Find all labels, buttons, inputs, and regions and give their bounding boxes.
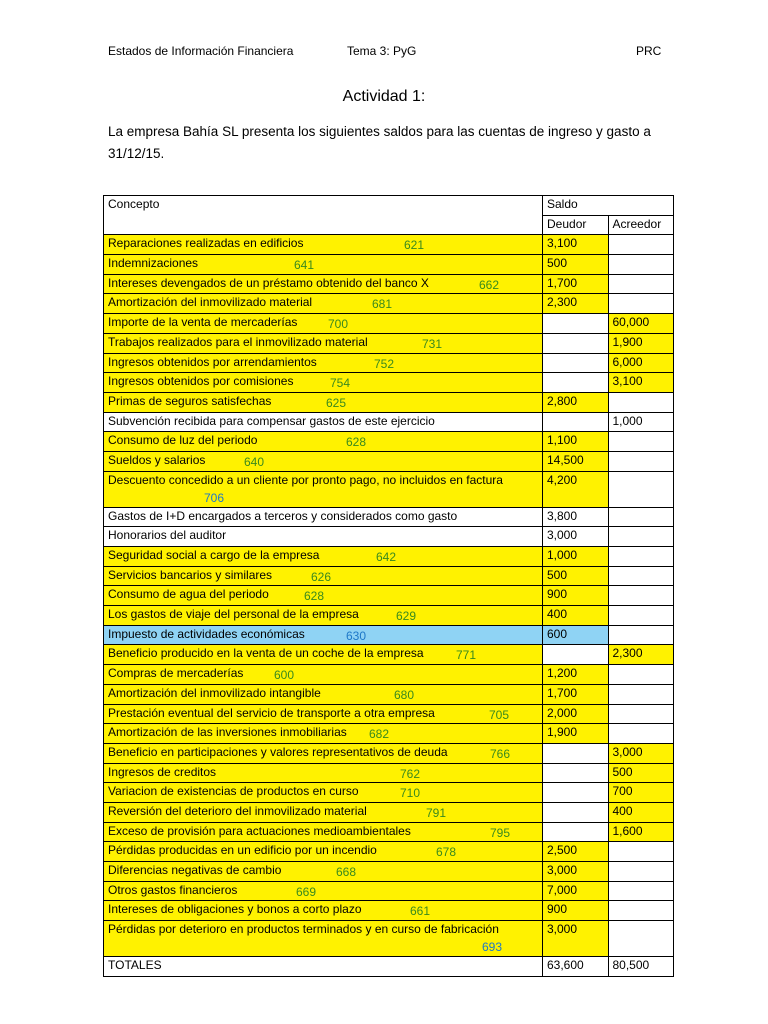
cell-acreedor xyxy=(608,274,674,294)
concepto-text: Subvención recibida para compensar gastos de este ejercicio xyxy=(108,413,435,428)
table-row xyxy=(104,684,674,704)
account-code: 762 xyxy=(400,766,421,781)
cell-deudor: 900 xyxy=(543,586,609,606)
cell-acreedor xyxy=(608,586,674,606)
table-row xyxy=(104,645,674,665)
cell-deudor xyxy=(543,645,609,665)
cell-concepto xyxy=(104,881,543,901)
cell-concepto xyxy=(104,373,543,393)
cell-deudor xyxy=(543,314,609,334)
totals-label: TOTALES xyxy=(104,957,543,977)
cell-concepto xyxy=(104,862,543,882)
cell-acreedor xyxy=(608,432,674,452)
concepto-text: Amortización de las inversiones inmobiliarias xyxy=(108,725,347,740)
totals-acreedor: 80,500 xyxy=(608,957,674,977)
cell-deudor: 500 xyxy=(543,566,609,586)
table-row xyxy=(104,704,674,724)
cell-concepto xyxy=(104,432,543,452)
cell-deudor: 3,800 xyxy=(543,507,609,527)
cell-concepto xyxy=(104,507,543,527)
cell-acreedor xyxy=(608,665,674,685)
account-code: 682 xyxy=(369,727,390,742)
table-row xyxy=(104,507,674,527)
account-code: 662 xyxy=(479,277,500,292)
totals-deudor: 63,600 xyxy=(543,957,609,977)
header-center: Tema 3: PyG xyxy=(347,44,417,58)
cell-concepto xyxy=(104,412,543,432)
account-code: 600 xyxy=(274,668,295,683)
account-code: 681 xyxy=(372,297,393,312)
cell-concepto xyxy=(104,255,543,275)
cell-deudor: 1,200 xyxy=(543,665,609,685)
cell-acreedor xyxy=(608,921,674,957)
account-code: 642 xyxy=(376,550,397,564)
cell-acreedor xyxy=(608,392,674,412)
cell-deudor xyxy=(543,412,609,432)
account-code: 629 xyxy=(396,609,417,624)
cell-acreedor xyxy=(608,255,674,275)
concepto-text: Variacion de existencias de productos en curso xyxy=(108,784,359,799)
cell-acreedor xyxy=(608,547,674,567)
account-code: 766 xyxy=(490,746,511,761)
table-row xyxy=(104,921,674,957)
cell-deudor: 14,500 xyxy=(543,451,609,471)
concepto-text: Gastos de I+D encargados a terceros y considerados como gasto xyxy=(108,508,458,523)
account-code: 700 xyxy=(328,317,349,332)
cell-acreedor: 400 xyxy=(608,802,674,822)
table-row xyxy=(104,294,674,314)
account-code: 731 xyxy=(422,336,443,351)
table-row xyxy=(104,625,674,645)
cell-deudor xyxy=(543,333,609,353)
concepto-text: Amortización del inmovilizado material xyxy=(108,295,313,310)
cell-deudor: 3,000 xyxy=(543,862,609,882)
concepto-text: Reversión del deterioro del inmovilizado material xyxy=(108,803,367,818)
concepto-text: Pérdidas producidas en un edificio por un incendio xyxy=(108,843,377,858)
cell-acreedor xyxy=(608,704,674,724)
cell-deudor: 600 xyxy=(543,625,609,645)
cell-concepto xyxy=(104,294,543,314)
cell-acreedor xyxy=(608,451,674,471)
table-row xyxy=(104,743,674,763)
concepto-text: Beneficio en participaciones y valores representativos de deuda xyxy=(108,744,448,759)
cell-deudor xyxy=(543,373,609,393)
concepto-text: Los gastos de viaje del personal de la empresa xyxy=(108,607,359,622)
cell-acreedor xyxy=(608,862,674,882)
table-row xyxy=(104,392,674,412)
account-code: 628 xyxy=(346,435,367,450)
table-row xyxy=(104,274,674,294)
cell-concepto xyxy=(104,471,543,507)
concepto-text: Diferencias negativas de cambio xyxy=(108,863,282,877)
header-acreedor: Acreedor xyxy=(608,215,674,235)
concepto-text: Indemnizaciones xyxy=(108,256,199,271)
cell-deudor: 1,900 xyxy=(543,724,609,744)
table-row xyxy=(104,802,674,822)
concepto-text: Trabajos realizados para el inmovilizado material xyxy=(108,334,368,349)
concepto-text: Consumo de luz del periodo xyxy=(108,433,258,448)
account-code: 693 xyxy=(482,940,503,955)
account-code: 669 xyxy=(296,884,317,899)
table-row xyxy=(104,547,674,567)
table-row xyxy=(104,842,674,862)
cell-deudor xyxy=(543,763,609,783)
cell-concepto xyxy=(104,547,543,567)
cell-deudor: 1,100 xyxy=(543,432,609,452)
cell-concepto xyxy=(104,822,543,842)
table-row xyxy=(104,333,674,353)
cell-acreedor: 6,000 xyxy=(608,353,674,373)
account-code: 625 xyxy=(326,395,347,410)
cell-deudor: 3,000 xyxy=(543,921,609,957)
cell-acreedor xyxy=(608,684,674,704)
cell-acreedor: 60,000 xyxy=(608,314,674,334)
intro-paragraph: La empresa Bahía SL presenta los siguientes saldos para las cuentas de ingreso y gasto a 31/12/15. xyxy=(108,124,651,161)
account-code: 678 xyxy=(436,845,457,860)
table-row xyxy=(104,373,674,393)
cell-concepto xyxy=(104,274,543,294)
cell-concepto xyxy=(104,901,543,921)
cell-concepto xyxy=(104,842,543,862)
concepto-text: Exceso de provisión para actuaciones medioambientales xyxy=(108,823,411,838)
account-code: 680 xyxy=(394,687,415,702)
concepto-text: Servicios bancarios y similares xyxy=(108,567,273,582)
concepto-text: Descuento concedido a un cliente por pronto pago, no incluidos en factura xyxy=(108,472,503,487)
table-row xyxy=(104,412,674,432)
cell-deudor: 3,000 xyxy=(543,527,609,547)
concepto-text: Prestación eventual del servicio de transporte a otra empresa xyxy=(108,705,435,720)
table-row xyxy=(104,586,674,606)
cell-deudor: 2,300 xyxy=(543,294,609,314)
header-concepto: Concepto xyxy=(104,196,543,235)
cell-concepto xyxy=(104,763,543,783)
concepto-text: Pérdidas por deterioro en productos terminados y en curso de fabricación xyxy=(108,922,499,937)
cell-deudor: 900 xyxy=(543,901,609,921)
cell-deudor xyxy=(543,802,609,822)
table-row xyxy=(104,566,674,586)
cell-acreedor xyxy=(608,471,674,507)
table-row xyxy=(104,822,674,842)
cell-acreedor: 500 xyxy=(608,763,674,783)
cell-acreedor: 3,000 xyxy=(608,743,674,763)
cell-acreedor: 2,300 xyxy=(608,645,674,665)
account-code: 754 xyxy=(330,376,351,391)
cell-acreedor xyxy=(608,625,674,645)
cell-concepto xyxy=(104,586,543,606)
table-row xyxy=(104,783,674,803)
account-code: 628 xyxy=(304,589,325,604)
cell-acreedor xyxy=(608,901,674,921)
concepto-text: Impuesto de actividades económicas xyxy=(108,626,305,641)
cell-acreedor: 3,100 xyxy=(608,373,674,393)
header-left: Estados de Información Financiera xyxy=(108,44,294,58)
table-row xyxy=(104,432,674,452)
cell-deudor: 1,700 xyxy=(543,274,609,294)
table-row xyxy=(104,763,674,783)
cell-acreedor: 700 xyxy=(608,783,674,803)
cell-deudor xyxy=(543,822,609,842)
concepto-text: Beneficio producido en la venta de un coche de la empresa xyxy=(108,646,424,661)
cell-concepto xyxy=(104,235,543,255)
table-row xyxy=(104,862,674,882)
table-header-row xyxy=(104,196,674,216)
cell-concepto xyxy=(104,606,543,626)
account-code: 705 xyxy=(489,707,510,722)
table-row xyxy=(104,471,674,507)
concepto-text: Ingresos de creditos xyxy=(108,764,217,779)
cell-acreedor xyxy=(608,842,674,862)
cell-acreedor xyxy=(608,527,674,547)
table-row xyxy=(104,606,674,626)
account-code: 630 xyxy=(346,628,367,643)
cell-concepto xyxy=(104,665,543,685)
table-row xyxy=(104,235,674,255)
cell-deudor xyxy=(543,353,609,373)
accounts-table xyxy=(103,195,674,977)
concepto-text: Importe de la venta de mercaderías xyxy=(108,315,298,330)
table-row xyxy=(104,255,674,275)
account-code: 621 xyxy=(404,238,425,253)
account-code: 771 xyxy=(456,648,477,663)
cell-acreedor: 1,000 xyxy=(608,412,674,432)
cell-deudor xyxy=(543,783,609,803)
cell-deudor: 400 xyxy=(543,606,609,626)
account-code: 706 xyxy=(204,490,225,505)
concepto-text: Otros gastos financieros xyxy=(108,882,238,897)
cell-concepto xyxy=(104,566,543,586)
concepto-text: Reparaciones realizadas en edificios xyxy=(108,236,304,251)
concepto-text: Consumo de agua del periodo xyxy=(108,587,269,602)
account-code: 640 xyxy=(244,454,265,469)
cell-acreedor xyxy=(608,881,674,901)
cell-deudor: 500 xyxy=(543,255,609,275)
cell-deudor: 3,100 xyxy=(543,235,609,255)
concepto-text: Sueldos y salarios xyxy=(108,452,206,467)
account-code: 626 xyxy=(311,569,332,584)
cell-concepto xyxy=(104,921,543,957)
header-deudor: Deudor xyxy=(543,215,609,235)
cell-concepto xyxy=(104,645,543,665)
concepto-text: Intereses de obligaciones y bonos a corto plazo xyxy=(108,902,362,917)
concepto-text: Compras de mercaderías xyxy=(108,666,244,681)
table-row xyxy=(104,353,674,373)
table-row xyxy=(104,881,674,901)
account-code: 710 xyxy=(400,786,421,801)
table-row xyxy=(104,527,674,547)
account-code: 661 xyxy=(410,904,431,919)
table-row xyxy=(104,665,674,685)
header-saldo: Saldo xyxy=(543,196,674,216)
cell-concepto xyxy=(104,743,543,763)
cell-acreedor xyxy=(608,235,674,255)
account-code: 795 xyxy=(490,825,511,840)
table-row xyxy=(104,901,674,921)
table-row xyxy=(104,451,674,471)
cell-concepto xyxy=(104,333,543,353)
cell-acreedor xyxy=(608,294,674,314)
cell-acreedor: 1,900 xyxy=(608,333,674,353)
cell-concepto xyxy=(104,451,543,471)
cell-concepto xyxy=(104,625,543,645)
concepto-text: Amortización del inmovilizado intangible xyxy=(108,685,321,700)
cell-deudor: 1,700 xyxy=(543,684,609,704)
cell-deudor: 2,500 xyxy=(543,842,609,862)
totals-row xyxy=(104,957,674,977)
table-row xyxy=(104,314,674,334)
cell-deudor: 7,000 xyxy=(543,881,609,901)
cell-acreedor xyxy=(608,724,674,744)
cell-deudor: 2,800 xyxy=(543,392,609,412)
cell-concepto xyxy=(104,314,543,334)
cell-concepto xyxy=(104,724,543,744)
concepto-text: Ingresos obtenidos por comisiones xyxy=(108,374,294,389)
cell-acreedor: 1,600 xyxy=(608,822,674,842)
concepto-text: Honorarios del auditor xyxy=(108,528,227,543)
cell-acreedor xyxy=(608,566,674,586)
cell-concepto xyxy=(104,802,543,822)
cell-concepto xyxy=(104,684,543,704)
cell-concepto xyxy=(104,392,543,412)
header-right: PRC xyxy=(636,44,662,58)
account-code: 641 xyxy=(294,258,315,273)
page-title: Actividad 1: xyxy=(342,88,426,105)
concepto-text: Intereses devengados de un préstamo obtenido del banco X xyxy=(108,275,429,290)
table-row xyxy=(104,724,674,744)
cell-concepto xyxy=(104,527,543,547)
cell-deudor xyxy=(543,743,609,763)
account-code: 752 xyxy=(374,356,395,371)
cell-concepto xyxy=(104,783,543,803)
cell-acreedor xyxy=(608,507,674,527)
concepto-text: Ingresos obtenidos por arrendamientos xyxy=(108,354,317,369)
cell-deudor: 2,000 xyxy=(543,704,609,724)
cell-deudor: 4,200 xyxy=(543,471,609,507)
account-code: 668 xyxy=(336,865,357,879)
account-code: 791 xyxy=(426,805,447,820)
cell-concepto xyxy=(104,353,543,373)
concepto-text: Primas de seguros satisfechas xyxy=(108,393,272,408)
cell-deudor: 1,000 xyxy=(543,547,609,567)
concepto-text: Seguridad social a cargo de la empresa xyxy=(108,548,320,562)
cell-acreedor xyxy=(608,606,674,626)
cell-concepto xyxy=(104,704,543,724)
